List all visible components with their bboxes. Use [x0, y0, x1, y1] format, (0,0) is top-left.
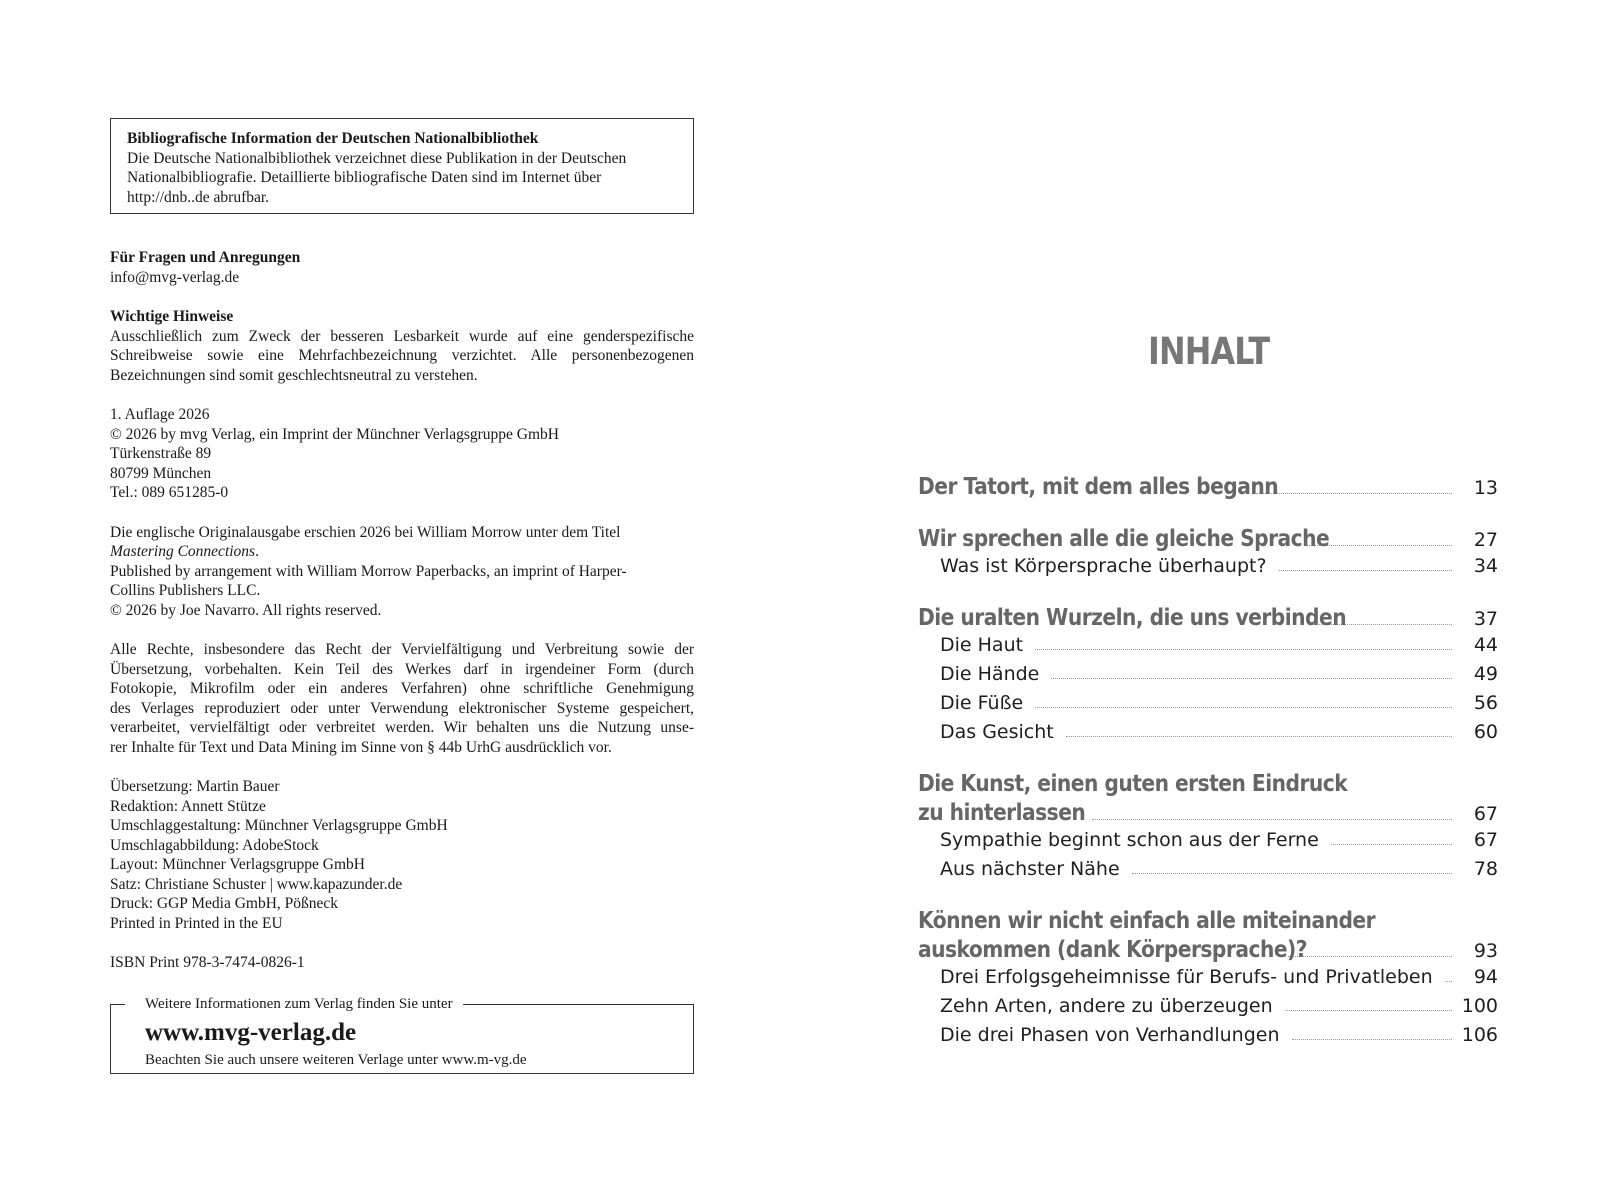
toc-page-number: 27: [1473, 529, 1498, 551]
edition-line: Tel.: 089 651285-0: [110, 484, 229, 501]
questions-heading: Für Fragen und Anregungen: [110, 249, 301, 266]
edition-section: [110, 405, 694, 503]
original-line: Die englische Originalausgabe erschien 2026 bei William Morrow unter dem Titel: [110, 523, 621, 541]
toc-section-title: Aus nächster Nähe: [940, 858, 1120, 880]
toc-chapter-title-line1: Die Kunst, einen guten ersten Eindruck: [918, 771, 1348, 797]
contents-title: INHALT: [1148, 330, 1270, 373]
credit-line: Redaktion: Annett Stütze: [110, 797, 266, 815]
toc-section-title: Sympathie beginnt schon aus der Ferne: [940, 829, 1319, 851]
rights-line: Fotokopie, Mikrofilm oder ein anderes Verfahren) ohne schriftliche Genehmigung: [110, 680, 694, 697]
toc-leader-dots: [1035, 648, 1452, 650]
contact-email[interactable]: info@mvg-verlag.de: [110, 268, 240, 286]
credit-line: Printed in Printed in the EU: [110, 914, 283, 932]
bib-line: Die Deutsche Nationalbibliothek verzeichnet diese Publikation in der Deutschen: [127, 149, 627, 167]
rights-section: [110, 640, 694, 757]
edition-line: © 2026 by mvg Verlag, ein Imprint der Münchner Verlagsgruppe GmbH: [110, 425, 559, 443]
original-title: Mastering Connections: [110, 543, 256, 560]
toc-section-title: Die Hände: [940, 663, 1040, 685]
toc-section-title: Die drei Phasen von Verhandlungen: [940, 1024, 1280, 1046]
toc-section-title: Das Gesicht: [940, 721, 1054, 743]
toc-leader-dots: [1445, 980, 1452, 982]
notes-line: Bezeichnungen sind somit geschlechtsneutral zu verstehen.: [110, 366, 478, 384]
toc-page-number: 100: [1461, 995, 1498, 1017]
questions-section: [110, 248, 694, 287]
toc-section-entry[interactable]: [918, 858, 1498, 880]
toc-page-number: 106: [1461, 1024, 1498, 1046]
credit-line: Layout: Münchner Verlagsgruppe GmbH: [110, 856, 365, 873]
edition-line: 1. Auflage 2026: [110, 406, 210, 423]
toc-leader-dots: [1051, 677, 1452, 679]
toc-page-number: 67: [1473, 829, 1498, 851]
toc-chapter-title: auskommen (dank Körpersprache)?: [918, 937, 1307, 963]
toc-chapter-title: Die uralten Wurzeln, die uns verbinden: [918, 605, 1347, 631]
toc-section-entry[interactable]: [918, 966, 1498, 988]
toc-leader-dots: [1256, 492, 1452, 494]
toc-leader-dots: [1331, 843, 1452, 845]
toc-leader-dots: [1092, 818, 1452, 820]
isbn: ISBN Print 978-3-7474-0826-1: [110, 954, 305, 971]
toc-leader-dots: [1035, 706, 1452, 708]
toc-section-title: Zehn Arten, andere zu überzeugen: [940, 995, 1273, 1017]
isbn-section: [110, 953, 694, 973]
edition-line: Türkenstraße 89: [110, 445, 212, 462]
rights-line: des Verlages reproduziert oder unter Verwendung elektronischer Systeme gespeichert,: [110, 699, 694, 717]
credit-line: Druck: GGP Media GmbH, Pößneck: [110, 895, 339, 912]
toc-chapter-title: Der Tatort, mit dem alles begann: [918, 474, 1279, 500]
toc-section-entry[interactable]: [918, 995, 1498, 1017]
toc-chapter-entry[interactable]: [918, 800, 1498, 826]
credit-line: Satz: Christiane Schuster | www.kapazunder.de: [110, 875, 403, 893]
toc-leader-dots: [1285, 1009, 1452, 1011]
toc-page-number: 94: [1473, 966, 1498, 988]
rights-line: verarbeitet, vervielfältigt oder verbreitet werden. Wir behalten uns die Nutzung unse-: [110, 719, 694, 736]
toc-section-title: Drei Erfolgsgeheimnisse für Berufs- und Privatleben: [940, 966, 1433, 988]
toc-section-entry[interactable]: [918, 1024, 1498, 1046]
toc-chapter-title-line1: Können wir nicht einfach alle miteinander: [918, 908, 1376, 934]
original-title-suffix: .: [255, 543, 259, 560]
toc-section-entry[interactable]: [918, 829, 1498, 851]
toc-leader-dots: [1279, 569, 1452, 571]
credit-line: Umschlagabbildung: AdobeStock: [110, 836, 319, 854]
toc-section-entry[interactable]: [918, 663, 1498, 685]
toc-chapter-entry[interactable]: [918, 474, 1498, 500]
rights-line: Übersetzung, vorbehalten. Kein Teil des Werkes darf in irgendeiner Form (durch: [110, 660, 694, 678]
toc-chapter-entry[interactable]: [918, 605, 1498, 631]
original-edition-section: [110, 523, 694, 621]
bib-line: Nationalbibliografie. Detaillierte bibliografische Daten sind im Internet über: [127, 169, 602, 186]
toc-chapter-title: Wir sprechen alle die gleiche Sprache: [918, 526, 1330, 552]
toc-page-number: 34: [1473, 555, 1498, 577]
notes-section: [110, 307, 694, 385]
original-line: Collins Publishers LLC.: [110, 582, 261, 599]
toc-chapter-entry[interactable]: [918, 526, 1498, 552]
toc-page-number: 49: [1473, 663, 1498, 685]
original-title-line: [110, 542, 694, 562]
rights-line: Alle Rechte, insbesondere das Recht der Vervielfältigung und Verbreitung sowie der: [110, 641, 694, 658]
toc-chapter-entry[interactable]: [918, 937, 1498, 963]
toc-page-number: 13: [1473, 477, 1498, 499]
toc-page-number: 56: [1473, 692, 1498, 714]
credit-line: Umschlaggestaltung: Münchner Verlagsgruppe GmbH: [110, 817, 448, 834]
toc-page-number: 44: [1473, 634, 1498, 656]
credit-line: Übersetzung: Martin Bauer: [110, 778, 280, 795]
toc-leader-dots: [1292, 1038, 1452, 1040]
original-line: Published by arrangement with William Morrow Paperbacks, an imprint of Harper-: [110, 562, 627, 580]
bib-line: http://dnb..de abrufbar.: [127, 188, 270, 206]
notes-heading: Wichtige Hinweise: [110, 308, 234, 325]
toc-page-number: 78: [1473, 858, 1498, 880]
credits-section: [110, 777, 694, 933]
notes-line: Schreibweise sowie eine Mehrfachbezeichnung verzichtet. Alle personenbezogenen: [110, 347, 694, 364]
toc-section-entry[interactable]: [918, 721, 1498, 743]
toc-page-number: 67: [1473, 803, 1498, 825]
imprint-page: [110, 118, 694, 973]
publisher-url[interactable]: www.mvg-verlag.de: [145, 1019, 357, 1046]
toc-leader-dots: [1288, 955, 1452, 957]
toc-page-number: 37: [1473, 608, 1498, 630]
toc-chapter-title: zu hinterlassen: [918, 800, 1086, 826]
original-line: © 2026 by Joe Navarro. All rights reserved.: [110, 601, 382, 619]
toc-page-number: 60: [1473, 721, 1498, 743]
toc-section-title: Die Haut: [940, 634, 1024, 656]
publisher-info-box: [110, 996, 694, 1074]
toc-section-entry[interactable]: [918, 634, 1498, 656]
toc-section-title: Was ist Körpersprache überhaupt?: [940, 555, 1267, 577]
other-publishers-note: Beachten Sie auch unsere weiteren Verlage unter www.m-vg.de: [145, 1052, 527, 1068]
toc-page-number: 93: [1473, 940, 1498, 962]
rights-line: rer Inhalte für Text und Data Mining im Sinne von § 44b UrhG ausdrücklich vor.: [110, 738, 612, 756]
info-box-legend: Weitere Informationen zum Verlag finden Sie unter: [125, 994, 463, 1014]
notes-line: Ausschließlich zum Zweck der besseren Lesbarkeit wurde auf eine genderspezifische: [110, 327, 694, 345]
bibliographic-info-box: [110, 118, 694, 214]
bib-title: Bibliografische Information der Deutschen Nationalbibliothek: [127, 130, 539, 147]
edition-line: 80799 München: [110, 464, 212, 482]
toc-section-title: Die Füße: [940, 692, 1024, 714]
toc-leader-dots: [1066, 735, 1452, 737]
toc-section-entry[interactable]: [918, 555, 1498, 577]
toc-section-entry[interactable]: [918, 692, 1498, 714]
toc-leader-dots: [1132, 872, 1452, 874]
